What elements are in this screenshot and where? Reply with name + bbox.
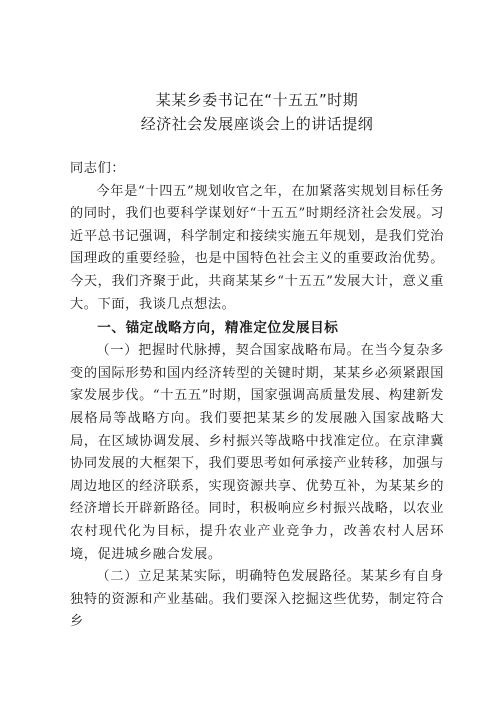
section-1-paragraph-1: （一）把握时代脉搏，契合国家战略布局。在当今复杂多变的国际形势和国内经济转型的关键时期，某某乡必须紧跟国家发展步伐。“十五五”时期，国家强调高质量发展、构建新发展格局等战略方向。我们要把某某乡的发展融入国家战略大局，在区域协调发展、乡村振兴等战略中找准定位。在京津冀协同发展的大框架下，我们要思考如何承接产业转移，加强与周边地区的经济联系，实现资源共享、优势互补，为某某乡的经济增长开辟新路径。同时，积极响应乡村振兴战略，以农业农村现代化为目标，提升农业产业竞争力，改善农村人居环境，促进城乡融合发展。: [70, 343, 444, 562]
title-line-1: 某某乡委书记在“十五五”时期: [155, 91, 359, 109]
title-line-2: 经济社会发展座谈会上的讲话提纲: [140, 115, 374, 133]
section-1-paragraph-2: （二）立足某某实际，明确特色发展路径。某某乡有自身独特的资源和产业基础。我们要深入挖掘这些优势，制定符合乡: [70, 569, 444, 630]
document-body: [70, 158, 444, 634]
salutation: 同志们：: [70, 161, 126, 176]
section-heading-1: 一、锚定战略方向，精准定位发展目标: [97, 320, 339, 337]
document-title: [70, 88, 444, 136]
intro-paragraph: 今年是“十四五”规划收官之年，在加紧落实规划目标任务的同时，我们也要科学谋划好“十五五”时期经济社会发展。习近平总书记强调，科学制定和接续实施五年规划，是我们党治国理政的重要经验，也是中国特色社会主义的重要政治优势。今天，我们齐聚于此，共商某某乡“十五五”发展大计，意义重大。下面，我谈几点想法。: [70, 183, 444, 312]
